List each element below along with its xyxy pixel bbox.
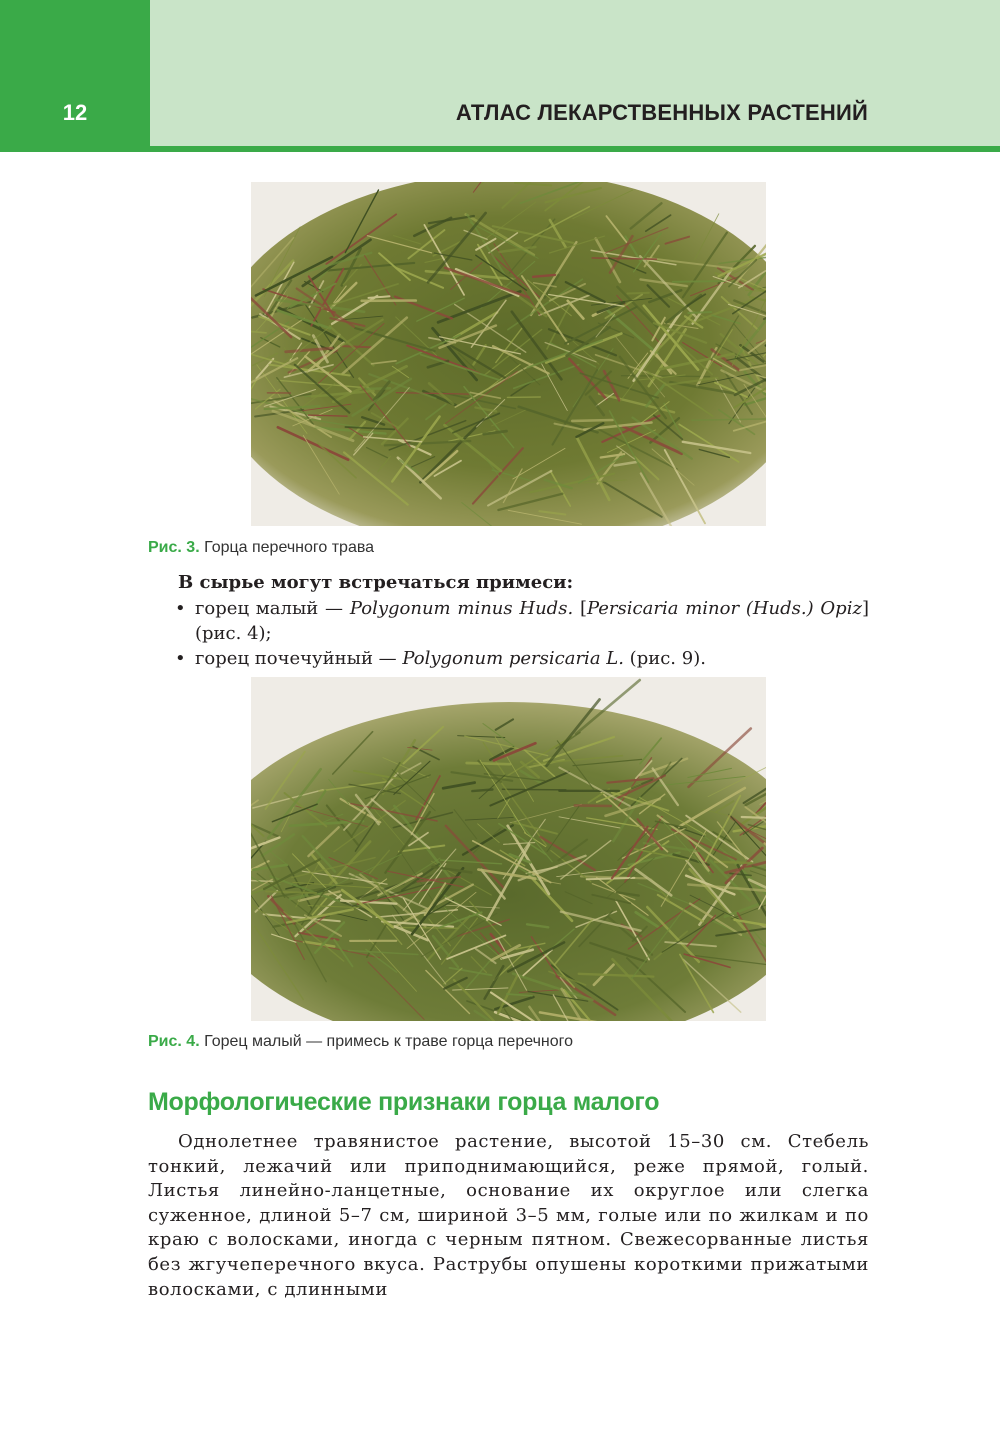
latin-name: Polygonum persicaria L. [402,648,624,669]
section-body-text: Однолетнее травянистое растение, высотой 15–30 см. Стебель тонкий, лежачий или приподнимающийся, реже прямой, голый. Листья линейно-ланцетные, основание их округлое или слегка суженное, длиной 5–7 см, шириной 3–5 мм, голые или по жилкам и по краю с волосками, иногда с черным пятном. Свежесорванные листья без жгучеперечного вкуса. Раструбы опушены короткими прижатыми волосками, с длинными [148,1131,869,1300]
list-item [173,596,869,646]
herb-strand [397,928,458,929]
common-name: горец почечуйный — [195,648,403,669]
figure-4-caption [148,1033,573,1051]
impurities-heading: В сырье могут встречаться примеси: [178,572,574,593]
figure-3-photo [251,182,766,526]
section-heading: Морфологические признаки горца малого [148,1088,660,1116]
dried-herb-photo-1 [251,182,766,526]
book-title: АТЛАС ЛЕКАРСТВЕННЫХ РАСТЕНИЙ [455,100,868,125]
herb-strand [467,763,510,764]
figure-4-caption-text: Горец малый — примесь к траве горца перечного [204,1033,574,1050]
figure-3-label: Рис. 3. [148,539,200,556]
figure-4-photo [251,677,766,1021]
latin-synonym: Persicaria minor (Huds.) Opiz [586,598,862,619]
herb-strand [339,346,371,347]
list-item [173,646,869,671]
herb-strand [502,789,566,790]
herb-strand [575,805,611,806]
page-number-block [0,0,150,152]
figure-4-label: Рис. 4. [148,1033,200,1050]
figure-ref: (рис. 9). [623,648,706,669]
herb-strand [627,293,648,294]
figure-3-caption-text: Горца перечного трава [204,539,375,556]
figure-3-caption [148,539,374,557]
dried-herb-photo-2 [251,677,766,1021]
herb-strand [587,878,635,879]
figure-ref: (рис. 4); [195,623,272,644]
bracket-close: ] [861,598,869,619]
page-header [0,0,1000,152]
bracket-open: [ [573,598,587,619]
herb-strand [688,312,711,313]
herb-strand [572,420,612,421]
herb-strand [673,281,725,282]
page-number: 12 [62,100,88,125]
latin-name: Polygonum minus Huds. [349,598,574,619]
herb-strand [367,388,390,389]
impurities-list [173,596,869,671]
common-name: горец малый — [195,598,350,619]
header-rule [150,146,1000,152]
